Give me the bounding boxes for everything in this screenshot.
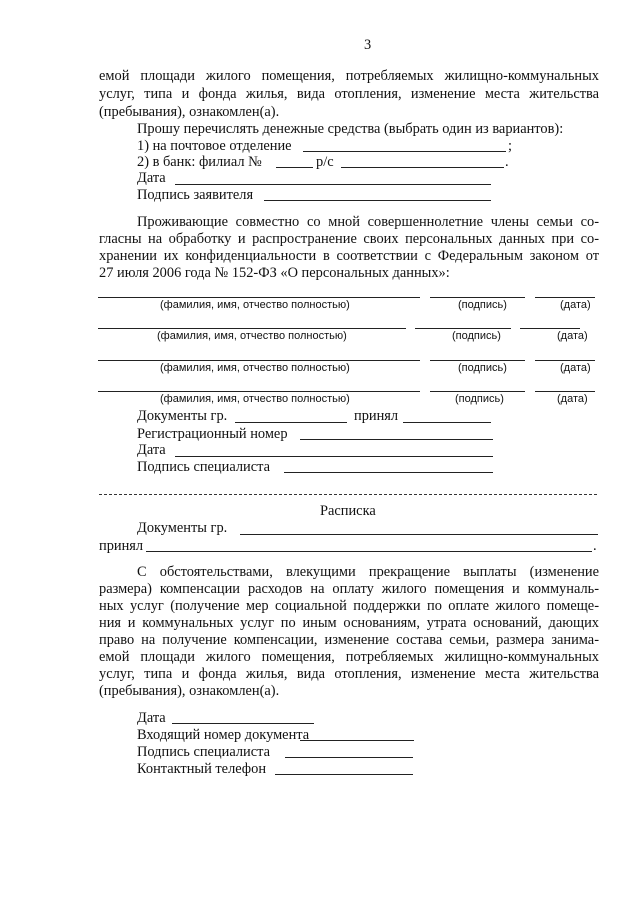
date-caption: (дата) xyxy=(560,362,591,374)
receipt-body-line-5: право на получение компенсации, изменение состава семьи, размера занима- xyxy=(99,632,599,648)
payment-account-label: р/с xyxy=(316,154,334,170)
receipt-accepted-field[interactable] xyxy=(146,551,592,552)
receipt-incoming-number-field[interactable] xyxy=(300,740,414,741)
signature-caption: (подпись) xyxy=(452,330,501,342)
cut-line xyxy=(99,494,597,495)
receipt-citizen-field[interactable] xyxy=(240,534,598,535)
family-date-field[interactable] xyxy=(535,391,595,392)
receipt-specialist-signature-label: Подпись специалиста xyxy=(137,744,270,760)
signature-caption: (подпись) xyxy=(455,393,504,405)
family-signature-field[interactable] xyxy=(430,391,525,392)
consent-line-4: 27 июля 2006 года № 152-ФЗ «О персональных данных»: xyxy=(99,265,450,281)
receipt-date-label: Дата xyxy=(137,710,166,726)
intro-line-2: услуг, типа и фонда жилья, вида отопления, изменение места жительства xyxy=(99,86,599,102)
name-caption: (фамилия, имя, отчество полностью) xyxy=(160,362,350,374)
office-reg-number-field[interactable] xyxy=(300,439,493,440)
signature-caption: (подпись) xyxy=(458,299,507,311)
receipt-body-line-2: размера) компенсации расходов на оплату жилого помещения и коммуналь- xyxy=(99,581,599,597)
receipt-body-line-4: ния и коммунальных услуг по иным основаниям, утрата оснований, дающих xyxy=(99,615,599,631)
consent-line-3: хранении их конфиденциальности в соответствии с Федеральным законом от xyxy=(99,248,599,264)
date-caption: (дата) xyxy=(560,299,591,311)
name-caption: (фамилия, имя, отчество полностью) xyxy=(160,393,350,405)
payment-heading: Прошу перечислять денежные средства (выбрать один из вариантов): xyxy=(137,121,564,137)
receipt-body-line-1: С обстоятельствами, влекущими прекращение выплаты (изменение xyxy=(137,564,599,580)
family-date-field[interactable] xyxy=(535,360,595,361)
receipt-title: Расписка xyxy=(320,503,376,519)
intro-line-1: емой площади жилого помещения, потребляемых жилищно-коммунальных xyxy=(99,68,599,84)
office-documents-label: Документы гр. xyxy=(137,408,228,424)
office-citizen-field[interactable] xyxy=(235,422,347,423)
receipt-specialist-signature-field[interactable] xyxy=(285,757,413,758)
name-caption: (фамилия, имя, отчество полностью) xyxy=(160,299,350,311)
consent-line-2: гласны на обработку и распространение своих персональных данных при со- xyxy=(99,231,599,247)
family-name-field[interactable] xyxy=(98,297,420,298)
receipt-body-line-3: ных услуг (получение мер социальной поддержки по оплате жилого помеще- xyxy=(99,598,599,614)
office-date-label: Дата xyxy=(137,442,166,458)
applicant-date-field[interactable] xyxy=(175,184,491,185)
receipt-incoming-number-label: Входящий номер документа xyxy=(137,727,310,743)
applicant-date-label: Дата xyxy=(137,170,166,186)
payment-option-bank-end: . xyxy=(505,154,509,170)
family-signature-field[interactable] xyxy=(430,360,525,361)
family-name-field[interactable] xyxy=(98,328,406,329)
receipt-body-line-7: услуг, типа и фонда жилья, вида отопления, изменение места жительства xyxy=(99,666,599,682)
office-specialist-signature-field[interactable] xyxy=(284,472,493,473)
name-caption: (фамилия, имя, отчество полностью) xyxy=(157,330,347,342)
consent-line-1: Проживающие совместно со мной совершеннолетние члены семьи со- xyxy=(137,214,599,230)
payment-option-post: 1) на почтовое отделение xyxy=(137,138,292,154)
office-specialist-signature-label: Подпись специалиста xyxy=(137,459,270,475)
applicant-signature-field[interactable] xyxy=(264,200,491,201)
payment-option-bank: 2) в банк: филиал № xyxy=(137,154,262,170)
family-name-field[interactable] xyxy=(98,360,420,361)
receipt-phone-label: Контактный телефон xyxy=(137,761,267,777)
family-date-field[interactable] xyxy=(535,297,595,298)
receipt-accepted-label: принял xyxy=(99,538,144,554)
applicant-signature-label: Подпись заявителя xyxy=(137,187,254,203)
receipt-accepted-end: . xyxy=(593,538,597,554)
payment-option-post-end: ; xyxy=(508,138,512,154)
office-reg-number-label: Регистрационный номер xyxy=(137,426,288,442)
bank-account-field[interactable] xyxy=(341,167,504,168)
date-caption: (дата) xyxy=(557,330,588,342)
date-caption: (дата) xyxy=(557,393,588,405)
receipt-documents-label: Документы гр. xyxy=(137,520,228,536)
family-name-field[interactable] xyxy=(98,391,420,392)
office-accepted-field[interactable] xyxy=(403,422,491,423)
receipt-body-line-8: (пребывания), ознакомлен(а). xyxy=(99,683,280,699)
family-signature-field[interactable] xyxy=(430,297,525,298)
receipt-phone-field[interactable] xyxy=(275,774,413,775)
office-date-field[interactable] xyxy=(175,456,493,457)
family-signature-field[interactable] xyxy=(415,328,511,329)
intro-line-3: (пребывания), ознакомлен(а). xyxy=(99,104,280,120)
signature-caption: (подпись) xyxy=(458,362,507,374)
bank-branch-field[interactable] xyxy=(276,167,313,168)
receipt-body-line-6: емой площади жилого помещения, потребляемых жилищно-коммунальных xyxy=(99,649,599,665)
page-number: 3 xyxy=(364,37,372,53)
receipt-date-field[interactable] xyxy=(172,723,314,724)
office-accepted-label: принял xyxy=(354,408,399,424)
post-office-field[interactable] xyxy=(303,151,506,152)
family-date-field[interactable] xyxy=(520,328,580,329)
